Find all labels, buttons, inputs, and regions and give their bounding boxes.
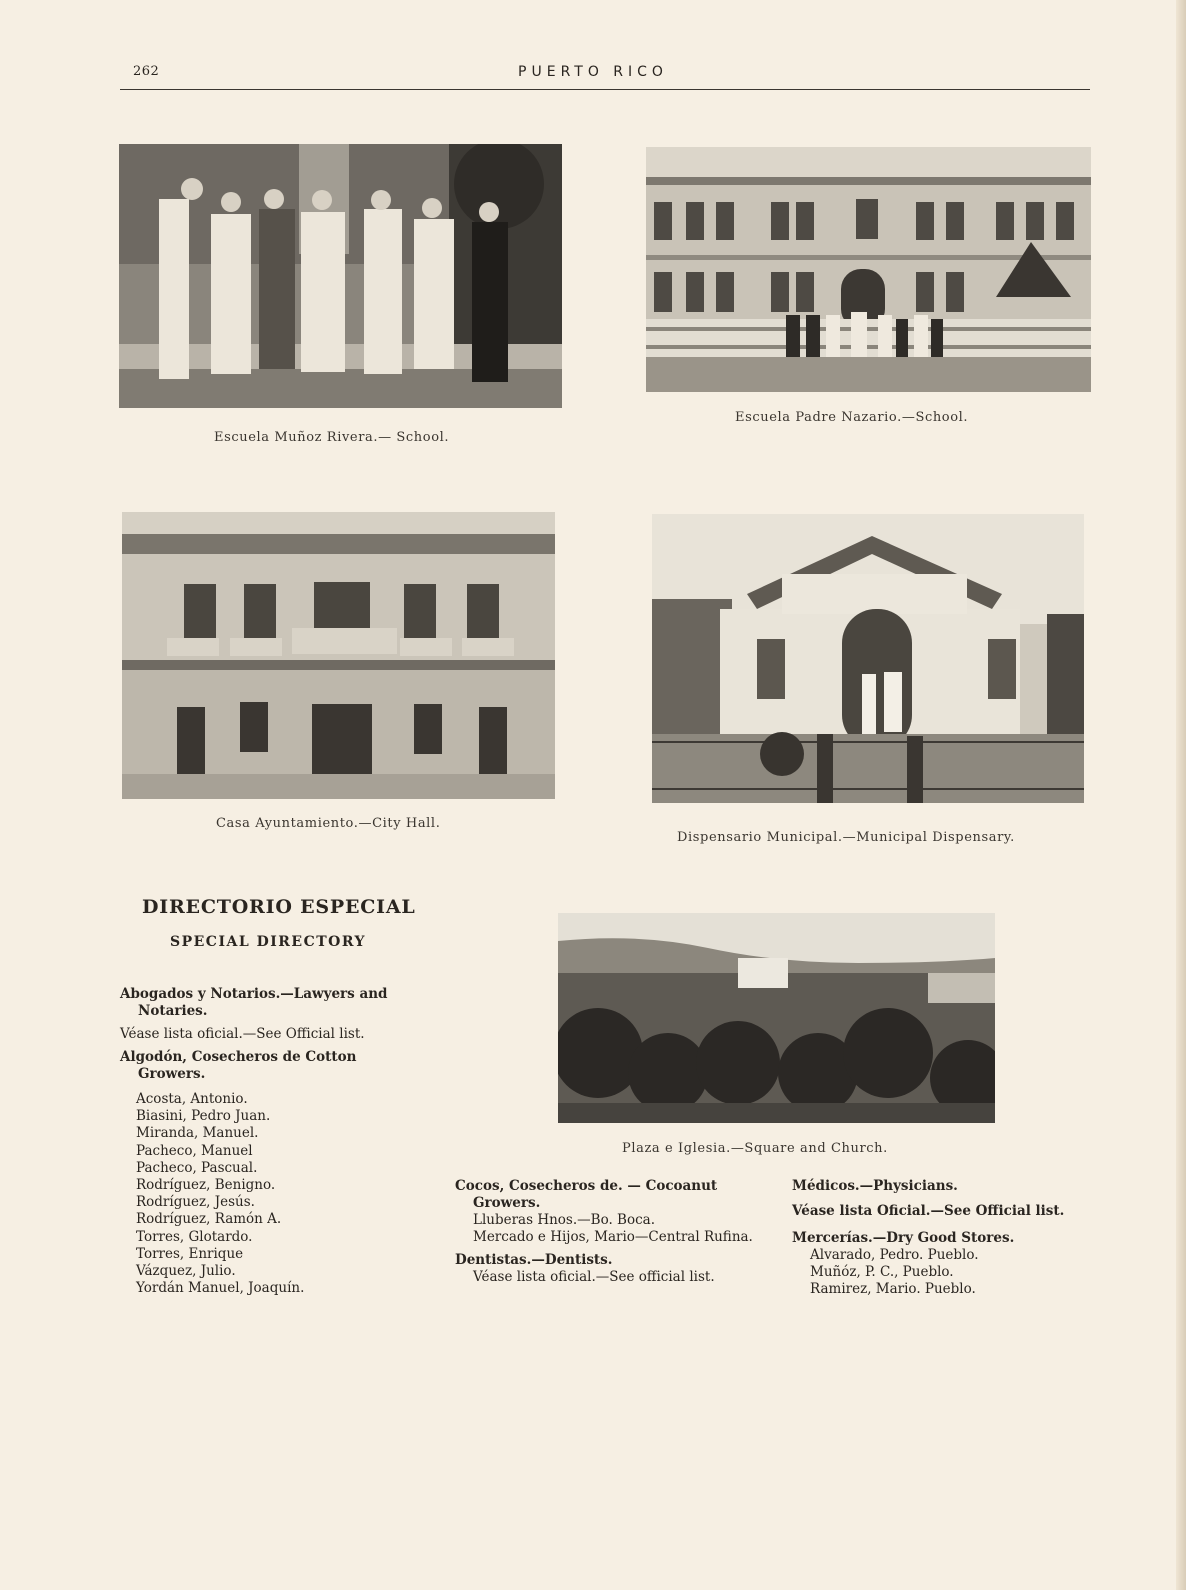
category-cocos: Cocos, Cosecheros de. — Cocoanut Growers.: [455, 1178, 718, 1211]
list-item: Ramirez, Mario. Pueblo.: [810, 1281, 976, 1297]
list-item: Yordán Manuel, Joaquín.: [136, 1280, 305, 1297]
page-edge: [1176, 0, 1186, 1590]
list-item: Vázquez, Julio.: [136, 1263, 236, 1280]
caption-casa-ayuntamiento: Casa Ayuntamiento.—City Hall.: [216, 816, 441, 831]
directory-title: DIRECTORIO ESPECIAL: [142, 896, 416, 918]
list-item: Torres, Enrique: [136, 1245, 244, 1262]
directory-subtitle: SPECIAL DIRECTORY: [170, 934, 367, 950]
photo-dispensario-municipal: [652, 514, 1084, 803]
list-item: Rodríguez, Benigno.: [136, 1177, 276, 1194]
directory-column-right: [792, 1172, 1092, 1298]
category-mercerias: Mercerías.—Dry Good Stores.: [792, 1230, 1015, 1246]
note-dentistas: Véase lista oficial.—See official list.: [473, 1269, 715, 1285]
photo-casa-ayuntamiento: [122, 512, 555, 799]
category-abogados: Abogados y Notarios.—Lawyers and Notaries.: [120, 986, 388, 1019]
photo-escuela-munoz-rivera: [119, 144, 562, 408]
photo-plaza-e-iglesia: [558, 913, 995, 1123]
directory-column-middle: [455, 1172, 755, 1286]
note-medicos: Véase lista Oficial.—See Official list.: [792, 1203, 1065, 1219]
category-dentistas: Dentistas.—Dentists.: [455, 1252, 613, 1268]
list-item: Muñóz, P. C., Pueblo.: [810, 1264, 954, 1280]
caption-escuela-munoz-rivera: Escuela Muñoz Rivera.— School.: [214, 430, 450, 445]
list-item: Lluberas Hnos.—Bo. Boca.: [473, 1212, 655, 1228]
header-rule: [120, 89, 1090, 90]
list-item: Rodríguez, Ramón A.: [136, 1211, 282, 1228]
list-item: Pacheco, Pascual.: [136, 1159, 258, 1176]
caption-plaza-e-iglesia: Plaza e Iglesia.—Square and Church.: [622, 1141, 888, 1156]
list-algodon: [120, 1091, 420, 1297]
running-title: PUERTO RICO: [518, 64, 668, 80]
note-abogados: Véase lista oficial.—See Official list.: [120, 1026, 365, 1042]
list-item: Rodríguez, Jesús.: [136, 1194, 255, 1211]
list-item: Alvarado, Pedro. Pueblo.: [810, 1247, 979, 1263]
list-item: Biasini, Pedro Juan.: [136, 1108, 271, 1125]
list-item: Mercado e Hijos, Mario—Central Rufina.: [473, 1229, 753, 1245]
list-item: Miranda, Manuel.: [136, 1125, 259, 1142]
list-item: Torres, Glotardo.: [136, 1228, 253, 1245]
list-item: Pacheco, Manuel: [136, 1142, 253, 1159]
directory-column-left: [120, 980, 420, 1297]
caption-dispensario-municipal: Dispensario Municipal.—Municipal Dispensary.: [677, 830, 1015, 845]
entries-mercerias: [792, 1247, 1092, 1298]
list-item: Acosta, Antonio.: [136, 1091, 248, 1107]
entries-cocos: [455, 1212, 755, 1246]
page-number: 262: [133, 64, 160, 79]
category-algodon: Algodón, Cosecheros de Cotton Growers.: [120, 1049, 357, 1082]
category-medicos: Médicos.—Physicians.: [792, 1178, 958, 1194]
photo-escuela-padre-nazario: [646, 147, 1091, 392]
note-dentistas-wrap: [455, 1269, 755, 1286]
caption-escuela-padre-nazario: Escuela Padre Nazario.—School.: [735, 410, 969, 425]
